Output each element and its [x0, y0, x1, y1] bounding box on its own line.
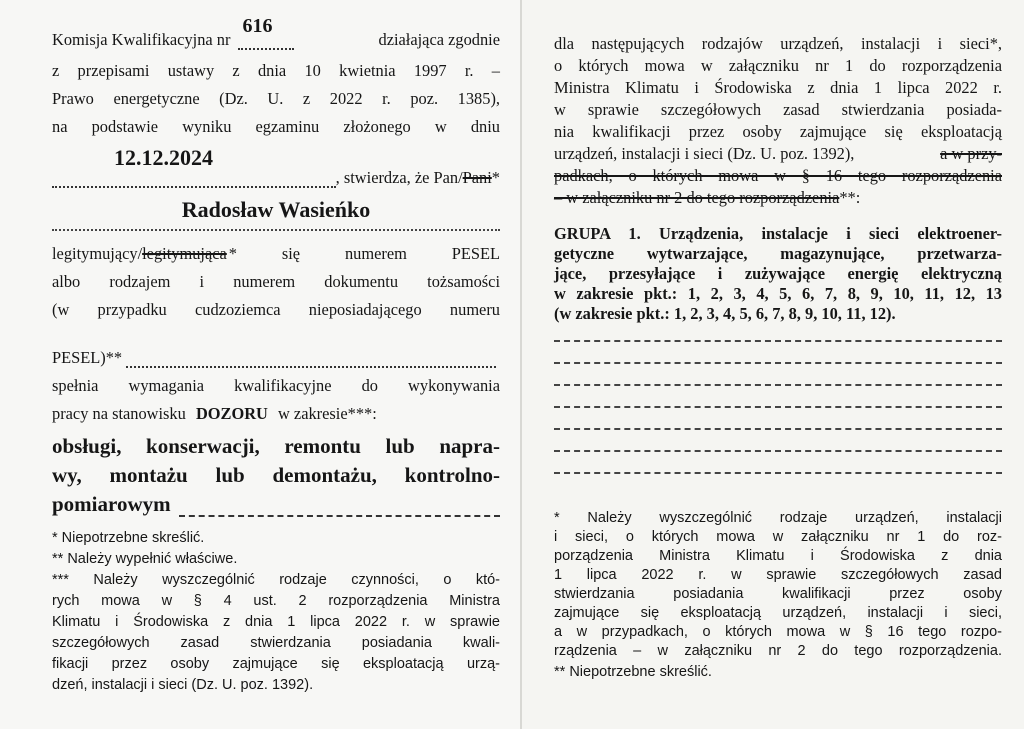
exam-date: 12.12.2024	[114, 145, 213, 170]
strike-annex-2-c: – w załączniku nr 2 do tego rozporządzenia	[554, 188, 840, 207]
pesel-field	[126, 352, 496, 368]
line-law-1: z przepisami ustawy z dnia 10 kwietnia 1997 r. –	[52, 61, 500, 80]
line-pesel-intro: legitymujący/ legitymująca * się numerem PESEL	[52, 244, 500, 263]
footnote-3-l2: rych mowa w § 4 ust. 2 rozporządzenia Ministra	[52, 593, 500, 609]
scope-line-3: pomiarowym	[52, 491, 500, 517]
scope-line-1: obsługi, konserwacji, remontu lub napra-	[52, 434, 500, 458]
blank-line-2	[554, 362, 1002, 364]
strike-annex-2-b: padkach, o których mowa w § 16 tego rozporządzenia	[554, 166, 1002, 185]
right-footnote-l8: rządzenia – w załączniku nr 2 do tego rozporządzenia.	[554, 643, 1002, 659]
blank-line-4	[554, 406, 1002, 408]
right-line-4: w sprawie szczegółowych zasad stwierdzania posiada-	[554, 100, 1002, 119]
group-1-scope-alt: (w zakresie pkt.: 1, 2, 3, 4, 5, 6, 7, 8, 9, 10, 11, 12).	[554, 304, 896, 323]
blank-line-5	[554, 428, 1002, 430]
right-footnote-l3: porządzenia Ministra Klimatu i Środowiska z dnia	[554, 548, 1002, 564]
line-position: pracy na stanowisku DOZORU w zakresie***:	[52, 404, 377, 423]
right-footnote-l4: 1 lipca 2022 r. w sprawie szczegółowych zasad	[554, 567, 1002, 583]
footnote-2: ** Należy wypełnić właściwe.	[52, 551, 238, 567]
group-1-line-3: jące, przesyłające i zużywające energię elektryczną	[554, 264, 1002, 283]
strike-legitymujaca: legitymująca	[142, 244, 227, 263]
line-law-2: Prawo energetyczne (Dz. U. z 2022 r. poz. 1385),	[52, 89, 500, 108]
right-page	[522, 0, 1024, 729]
footnote-3-l4: szczegółowych zasad stwierdzania posiadania kwali-	[52, 635, 500, 651]
right-line-5: nia kwalifikacji przez osoby zajmujące się eksploatacją	[554, 122, 1002, 141]
line-exam: na podstawie wyniku egzaminu złożonego w dniu	[52, 117, 500, 136]
line-date: 12.12.2024 , stwierdza, że Pan/ Pani *	[52, 168, 500, 188]
blank-line-7	[554, 472, 1002, 474]
name-field	[52, 197, 500, 222]
right-footnote-l5: stwierdzania posiadania kwalifikacji przez osoby	[554, 586, 1002, 602]
right-footnote-l6: zajmujące się eksploatacją urządzeń, instalacji i sieci,	[554, 605, 1002, 621]
group-1-line-2: getyczne wytwarzające, magazynujące, przetwarza-	[554, 244, 1002, 263]
right-line-1: dla następujących rodzajów urządzeń, instalacji i sieci*,	[554, 34, 1002, 53]
blank-line-6	[554, 450, 1002, 452]
right-footnote-l7: a w przypadkach, o których mowa w § 16 tego rozpo-	[554, 624, 1002, 640]
scope-filler	[179, 501, 500, 517]
line-pesel: PESEL)**	[52, 348, 500, 368]
position-name: DOZORU	[195, 404, 268, 423]
footnote-3-l3: Klimatu i Środowiska z dnia 1 lipca 2022 r. w sprawie	[52, 614, 500, 630]
right-line-3: Ministra Klimatu i Środowiska z dnia 1 lipca 2022 r.	[554, 78, 1002, 97]
right-line-2: o których mowa w załączniku nr 1 do rozporządzenia	[554, 56, 1002, 75]
strike-pani: Pani	[462, 168, 492, 187]
right-line-6: urządzeń, instalacji i sieci (Dz. U. poz. 1392), a w przy-	[554, 144, 1002, 163]
footnote-3-l6: dzeń, instalacji i sieci (Dz. U. poz. 1392).	[52, 677, 314, 693]
blank-line-1	[554, 340, 1002, 342]
commission-number-field	[238, 15, 294, 50]
right-line-8: – w załączniku nr 2 do tego rozporządzenia**:	[554, 188, 861, 207]
line-document: albo rodzajem i numerem dokumentu tożsamości	[52, 272, 500, 291]
scope-line-2: wy, montażu lub demontażu, kontrolno-	[52, 463, 500, 487]
name-underline	[52, 229, 500, 231]
group-1-scope: w zakresie pkt.: 1, 2, 3, 4, 5, 6, 7, 8, 9, 10, 11, 12, 13	[554, 284, 1002, 303]
right-footnote-2: ** Niepotrzebne skreślić.	[554, 664, 712, 680]
person-name: Radosław Wasieńko	[181, 197, 371, 222]
right-footnote-l2: i sieci, o których mowa w załączniku nr 1 do roz-	[554, 529, 1002, 545]
blank-line-3	[554, 384, 1002, 386]
footnote-3-l5: fikacji przez osoby zajmujące się eksploatacją urzą-	[52, 656, 500, 672]
strike-annex-2-a: a w przy-	[940, 144, 1002, 163]
footnote-1: * Niepotrzebne skreślić.	[52, 530, 205, 546]
line-commission: Komisja Kwalifikacyjna nr 616 działająca zgodnie	[52, 15, 500, 49]
group-1-line-1: GRUPA 1. Urządzenia, instalacje i sieci elektroener-	[554, 224, 1002, 243]
line-foreigner: (w przypadku cudzoziemca nieposiadającego numeru	[52, 300, 500, 319]
commission-number: 616	[242, 15, 273, 37]
footnote-3-l1: *** Należy wyszczególnić rodzaje czynności, o któ-	[52, 572, 500, 588]
right-footnote-l1: * Należy wyszczególnić rodzaje urządzeń, instalacji	[554, 510, 1002, 526]
line-requirements: spełnia wymagania kwalifikacyjne do wykonywania	[52, 376, 500, 395]
